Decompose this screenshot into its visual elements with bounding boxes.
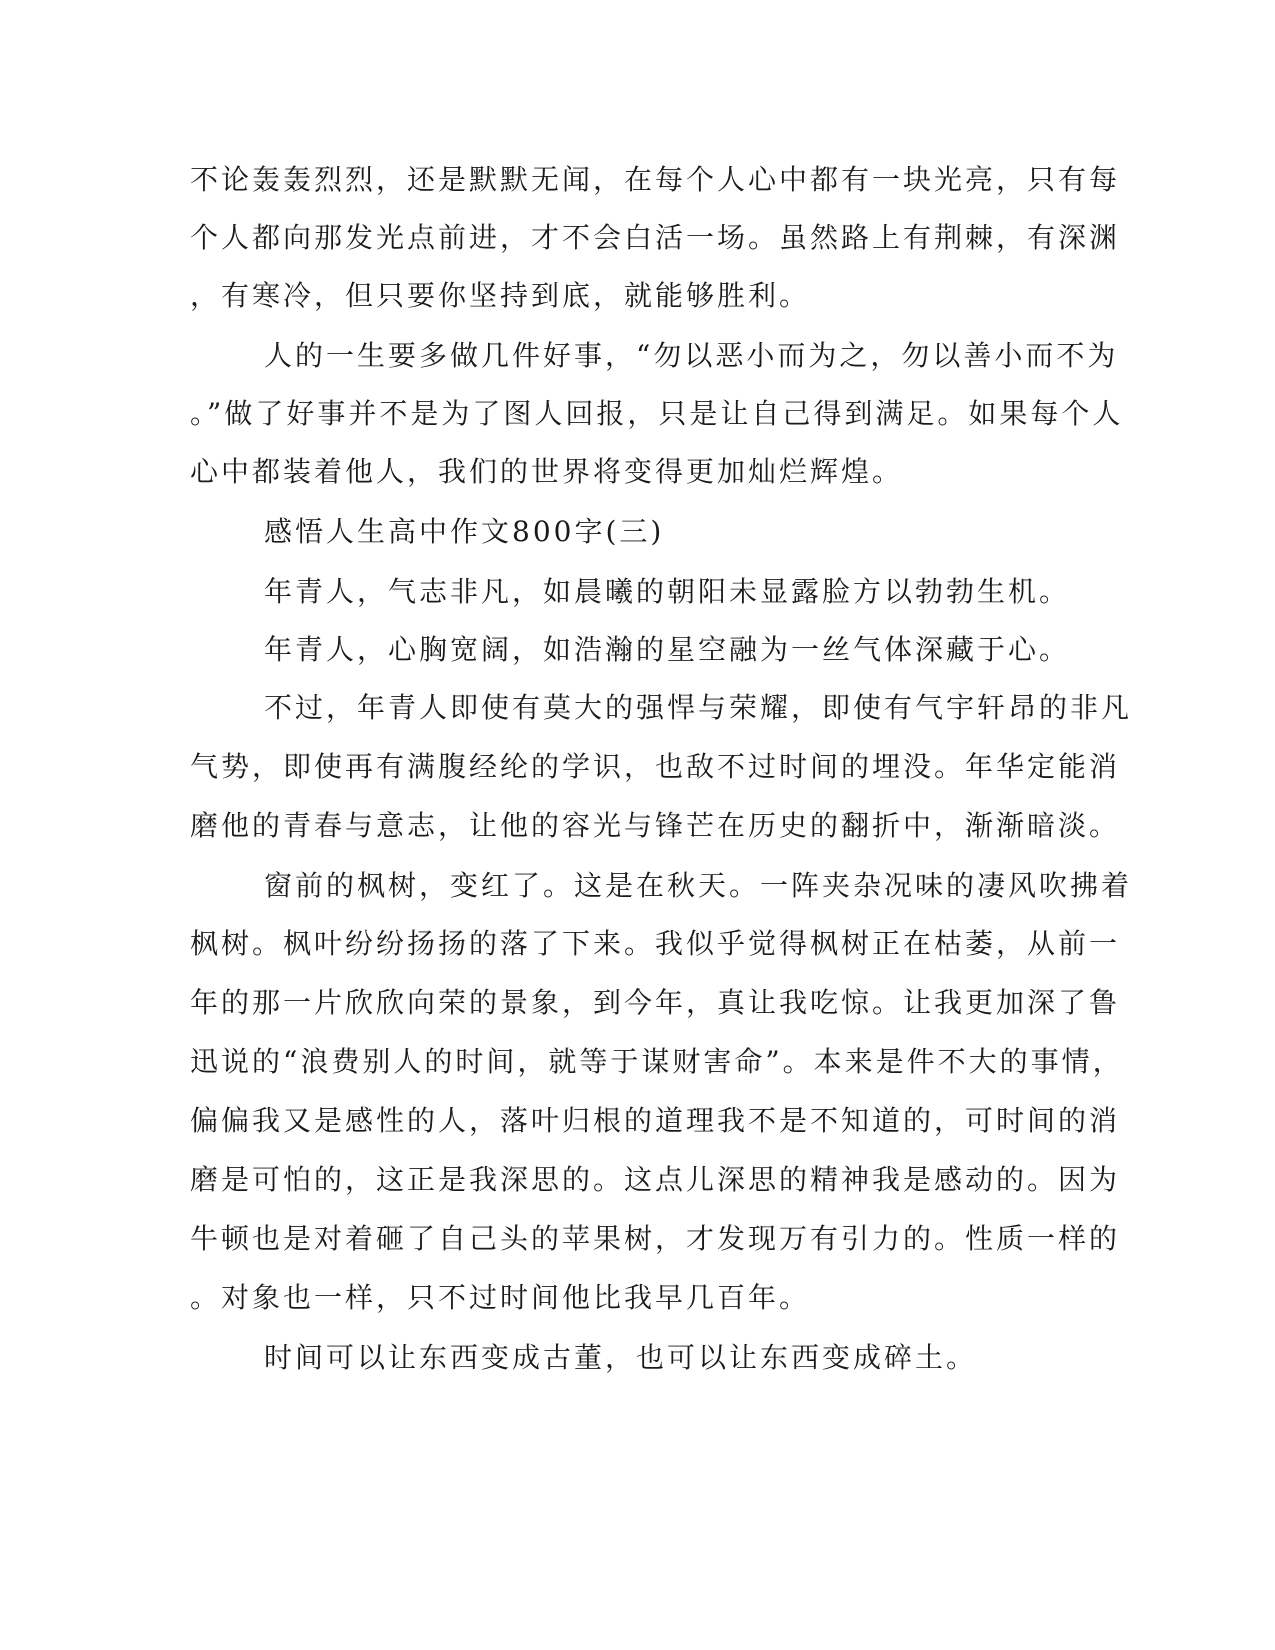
text-line: 偏偏我又是感性的人，落叶归根的道理我不是不知道的，可时间的消 (190, 1104, 1121, 1137)
text-line: 个人都向那发光点前进，才不会白活一场。虽然路上有荆棘，有深渊 (190, 221, 1121, 254)
text-line: 牛顿也是对着砸了自己头的苹果树，才发现万有引力的。性质一样的 (190, 1222, 1121, 1255)
text-line: 心中都装着他人，我们的世界将变得更加灿烂辉煌。 (190, 455, 904, 488)
text-line: 磨是可怕的，这正是我深思的。这点儿深思的精神我是感动的。因为 (190, 1163, 1121, 1196)
paragraph-first-line: 不过，年青人即使有莫大的强悍与荣耀，即使有气宇轩昂的非凡 (264, 691, 1133, 724)
paragraph-first-line: 窗前的枫树，变红了。这是在秋天。一阵夹杂况味的凄风吹拂着 (264, 869, 1133, 902)
text-line: ，有寒冷，但只要你坚持到底，就能够胜利。 (190, 279, 811, 312)
section-heading: 感悟人生高中作文800字(三) (264, 515, 665, 548)
text-line: 气势，即使再有满腹经纶的学识，也敌不过时间的埋没。年华定能消 (190, 750, 1121, 783)
paragraph-first-line: 人的一生要多做几件好事，“勿以恶小而为之，勿以善小而不为 (264, 339, 1119, 372)
paragraph-first-line: 年青人，气志非凡，如晨曦的朝阳未显露脸方以勃勃生机。 (264, 575, 1071, 608)
text-line: 。”做了好事并不是为了图人回报，只是让自己得到满足。如果每个人 (190, 397, 1124, 430)
text-line: 。对象也一样，只不过时间他比我早几百年。 (190, 1281, 811, 1314)
text-line: 枫树。枫叶纷纷扬扬的落了下来。我似乎觉得枫树正在枯萎，从前一 (190, 927, 1121, 960)
text-line: 迅说的“浪费别人的时间，就等于谋财害命”。本来是件不大的事情， (190, 1045, 1124, 1078)
text-line: 磨他的青春与意志，让他的容光与锋芒在历史的翻折中，渐渐暗淡。 (190, 809, 1121, 842)
paragraph-first-line: 年青人，心胸宽阔，如浩瀚的星空融为一丝气体深藏于心。 (264, 633, 1071, 666)
text-line: 不论轰轰烈烈，还是默默无闻，在每个人心中都有一块光亮，只有每 (190, 163, 1121, 196)
paragraph-first-line: 时间可以让东西变成古董，也可以让东西变成碎土。 (264, 1341, 978, 1374)
text-line: 年的那一片欣欣向荣的景象，到今年，真让我吃惊。让我更加深了鲁 (190, 986, 1121, 1019)
